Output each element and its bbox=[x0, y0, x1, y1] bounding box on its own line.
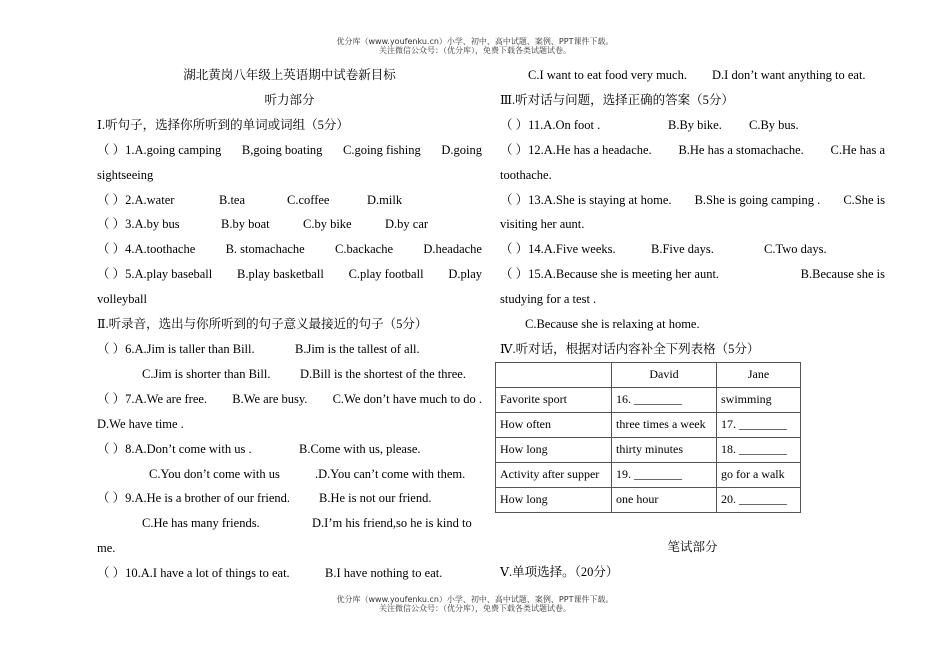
table-cell: 19. ________ bbox=[612, 462, 717, 487]
table-cell: Activity after supper bbox=[496, 462, 612, 487]
table-row bbox=[496, 487, 801, 512]
table-header-cell bbox=[496, 362, 612, 387]
table-header-cell: David bbox=[612, 362, 717, 387]
question-9-cont-2: me. bbox=[97, 541, 116, 556]
question-15-cont: studying for a test . bbox=[500, 292, 597, 307]
question-15-option-c: C.Because she is relaxing at home. bbox=[525, 317, 700, 332]
table-header-cell: Jane bbox=[717, 362, 801, 387]
question-2: （ ）2.A.water B.tea C.coffee D.milk bbox=[97, 192, 403, 207]
question-6-cont: C.Jim is shorter than Bill. D.Bill is the shortest of the three. bbox=[142, 366, 466, 381]
footer-line-2: 关注微信公众号：（优分库），免费下载各类试题试卷。 bbox=[379, 604, 571, 613]
question-7: （ ）7.A.We are free. B.We are busy. C.We don’t have much to do . bbox=[97, 391, 482, 406]
table-row bbox=[496, 387, 801, 412]
table-cell: 16. ________ bbox=[612, 387, 717, 412]
table-cell: How long bbox=[496, 487, 612, 512]
table-cell: Favorite sport bbox=[496, 387, 612, 412]
footer-line-1: 优分库（www.youfenku.cn）小学、初中、高中试题、案例、PPT课件下载。 bbox=[336, 595, 614, 604]
listening-part-heading: 听力部分 bbox=[264, 92, 315, 107]
exam-title: 湖北黄岗八年级上英语期中试卷新目标 bbox=[183, 68, 396, 82]
table-row bbox=[496, 412, 801, 437]
table-cell: 18. ________ bbox=[717, 437, 801, 462]
question-8-cont: C.You don’t come with us .D.You can’t come with them. bbox=[149, 466, 466, 481]
question-14: （ ）14.A.Five weeks. B.Five days. C.Two days. bbox=[500, 242, 827, 257]
table-cell: How long bbox=[496, 437, 612, 462]
question-15: （ ）15.A.Because she is meeting her aunt. B.Because she is bbox=[500, 267, 885, 282]
left-column bbox=[97, 63, 482, 586]
question-6: （ ）6.A.Jim is taller than Bill. B.Jim is the tallest of all. bbox=[97, 341, 420, 356]
question-5: （ ）5.A.play baseball B.play basketball C.play football D.play bbox=[97, 267, 482, 282]
question-13: （ ）13.A.She is staying at home. B.She is going camping . C.She is bbox=[500, 192, 885, 207]
table-header-row bbox=[496, 362, 801, 387]
question-1: （ ）1.A.going camping B,going boating C.going fishing D.going bbox=[97, 142, 482, 157]
question-5-cont: volleyball bbox=[97, 292, 147, 307]
table-cell: thirty minutes bbox=[612, 437, 717, 462]
fill-in-table bbox=[495, 362, 801, 513]
question-9: （ ）9.A.He is a brother of our friend. B.He is not our friend. bbox=[97, 491, 432, 506]
table-row bbox=[496, 437, 801, 462]
question-12-cont: toothache. bbox=[500, 167, 552, 182]
question-11: （ ）11.A.On foot . B.By bike. C.By bus. bbox=[500, 117, 799, 132]
page-header bbox=[0, 37, 950, 55]
question-12: （ ）12.A.He has a headache. B.He has a stomachache. C.He has a bbox=[500, 142, 885, 157]
question-13-cont: visiting her aunt. bbox=[500, 217, 585, 232]
table-cell: 20. ________ bbox=[717, 487, 801, 512]
question-1-cont: sightseeing bbox=[97, 167, 154, 182]
header-line-1: 优分库（www.youfenku.cn）小学、初中、高中试题、案例、PPT课件下载。 bbox=[336, 37, 614, 46]
table-cell: three times a week bbox=[612, 412, 717, 437]
table-cell: one hour bbox=[612, 487, 717, 512]
question-7-cont: D.We have time . bbox=[97, 416, 184, 431]
section-3-heading: Ⅲ.听对话与问题，选择正确的答案（5分） bbox=[500, 92, 734, 107]
page-footer bbox=[0, 595, 950, 613]
question-10-cont: C.I want to eat food very much. D.I don’t want anything to eat. bbox=[528, 68, 866, 82]
table-cell: go for a walk bbox=[717, 462, 801, 487]
question-4: （ ）4.A.toothache B. stomachache C.backache D.headache bbox=[97, 242, 482, 257]
section-4-heading: Ⅳ.听对话，根据对话内容补全下列表格（5分） bbox=[500, 341, 760, 356]
header-line-2: 关注微信公众号：（优分库），免费下载各类试题试卷。 bbox=[379, 46, 571, 55]
question-10: （ ）10.A.I have a lot of things to eat. B.I have nothing to eat. bbox=[97, 566, 443, 581]
right-column bbox=[500, 63, 885, 585]
written-part-heading: 笔试部分 bbox=[667, 539, 718, 554]
table-cell: How often bbox=[496, 412, 612, 437]
table-cell: 17. ________ bbox=[717, 412, 801, 437]
question-8: （ ）8.A.Don’t come with us . B.Come with us, please. bbox=[97, 441, 421, 456]
table-cell: swimming bbox=[717, 387, 801, 412]
section-5-heading: Ⅴ.单项选择。（20分） bbox=[500, 564, 619, 579]
question-9-cont: C.He has many friends. D.I’m his friend,so he is kind to bbox=[142, 516, 472, 531]
table-row bbox=[496, 462, 801, 487]
section-1-heading: Ⅰ.听句子，选择你所听到的单词或词组（5分） bbox=[97, 117, 349, 132]
question-3: （ ）3.A.by bus B.by boat C.by bike D.by car bbox=[97, 217, 429, 232]
section-2-heading: Ⅱ.听录音，选出与你所听到的句子意义最接近的句子（5分） bbox=[97, 317, 428, 332]
